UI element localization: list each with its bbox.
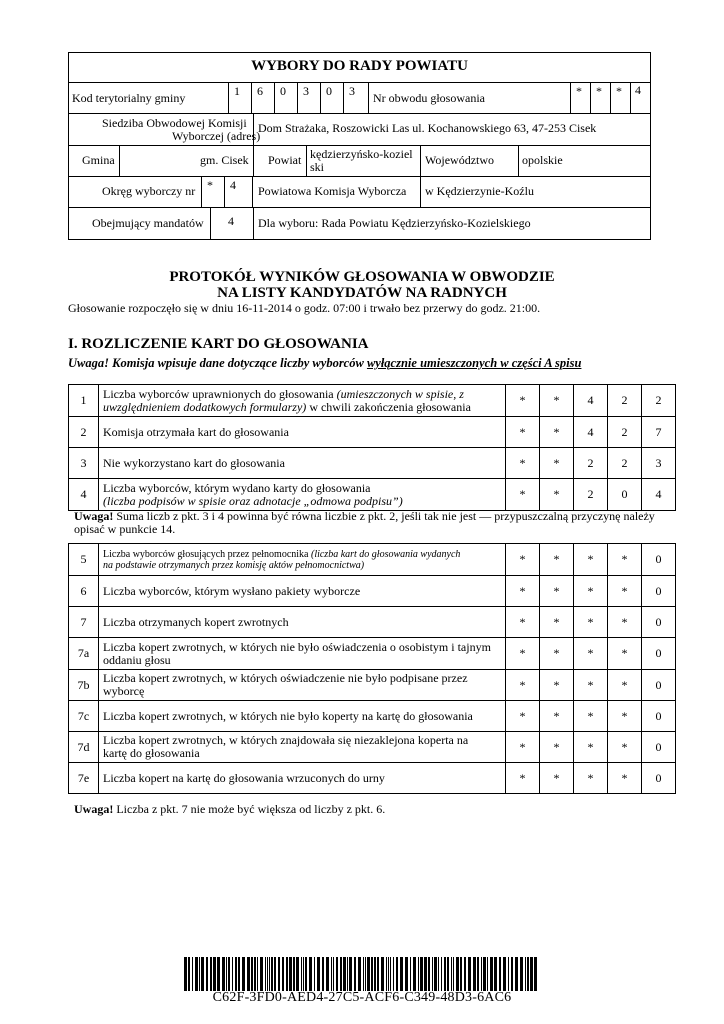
note-text: Liczba z pkt. 7 nie może być większa od liczby z pkt. 6. <box>113 802 386 816</box>
barcode-bar <box>371 957 373 991</box>
digit-cell: * <box>506 607 540 638</box>
kod-digit: 0 <box>280 84 286 98</box>
digit-cell: 0 <box>608 479 642 511</box>
header-vline <box>518 145 519 176</box>
digit-cell: 4 <box>642 479 676 511</box>
row-text: Liczba kopert zwrotnych, w których oświadczenie nie było podpisane przez <box>103 671 468 685</box>
barcode-bar <box>267 957 268 991</box>
digit-cell: * <box>540 763 574 794</box>
header-vline <box>420 176 421 207</box>
row-label <box>99 385 506 417</box>
barcode-bar <box>333 957 334 991</box>
row-text: oddaniu głosu <box>103 652 171 667</box>
table-row <box>69 479 676 511</box>
barcode-bar <box>508 957 509 991</box>
barcode-bar <box>195 957 198 991</box>
okreg-digit-box <box>201 176 225 208</box>
kod-digit: 0 <box>326 84 332 98</box>
digit-cell: * <box>506 417 540 448</box>
table-row <box>69 385 676 417</box>
digit-cell: 2 <box>574 479 608 511</box>
table-row <box>69 670 676 701</box>
row-text: Liczba wyborców, którym wydano karty do głosowania <box>103 480 371 495</box>
row-text: Liczba kopert zwrotnych, w których nie było oświadczenia o osobistym i tajnym <box>103 639 491 654</box>
digit-cell: 2 <box>608 385 642 417</box>
barcode-bar <box>481 957 482 991</box>
header-title: WYBORY DO RADY POWIATU <box>251 58 468 74</box>
barcode-bar <box>257 957 258 991</box>
barcode-bar <box>331 957 332 991</box>
barcode-bar <box>405 957 408 991</box>
row-text: kartę do głosowania <box>103 746 200 760</box>
barcode-bar <box>254 957 256 991</box>
header-vline <box>420 145 421 176</box>
digit-cell: 0 <box>642 607 676 638</box>
nr-obwodu-digit: * <box>576 84 582 98</box>
digit-cell: 2 <box>574 448 608 479</box>
nr-obwodu-digit: * <box>596 84 602 98</box>
section-warning <box>68 356 581 371</box>
table-row <box>69 732 676 763</box>
digit-cell: * <box>540 670 574 701</box>
barcode-bar <box>317 957 320 991</box>
barcode-bar <box>354 957 356 991</box>
row-label: Liczba kopert na kartę do głosowania wrzuconych do urny <box>99 763 506 794</box>
digit-cell: * <box>506 732 540 763</box>
powiat-value: ski <box>310 160 325 174</box>
digit-cell: 0 <box>642 701 676 732</box>
barcode-bar <box>343 957 346 991</box>
wojewodztwo-label: Województwo <box>425 153 495 167</box>
barcode-bar <box>377 957 379 991</box>
barcode-bar <box>390 957 391 991</box>
barcode-bar <box>438 957 439 991</box>
table-row <box>69 763 676 794</box>
siedziba-label: Siedziba Obwodowej Komisji <box>102 116 247 130</box>
barcode-bar <box>260 957 263 991</box>
wojewodztwo-value: opolskie <box>522 153 563 167</box>
barcode-bar <box>296 957 299 991</box>
digit-cell: * <box>506 670 540 701</box>
digit-cell: * <box>540 576 574 607</box>
barcode-bar <box>413 957 416 991</box>
barcode-bar <box>473 957 476 991</box>
kod-digit: 1 <box>234 84 240 98</box>
digit-cell: * <box>608 701 642 732</box>
note-text: Suma liczb z pkt. 3 i 4 powinna być równa liczbie z pkt. 2, jeśli tak nie jest — przypuszczalną przyczynę należy <box>113 509 655 523</box>
digit-cell: * <box>608 638 642 670</box>
barcode-bar <box>269 957 270 991</box>
okreg-digit-box <box>224 176 253 208</box>
barcode-bar <box>289 957 292 991</box>
digit-cell: 4 <box>574 417 608 448</box>
section-warning-underlined: wyłącznie umieszczonych w części A spisu <box>366 356 582 370</box>
barcode-bar <box>336 957 338 991</box>
note-bold: Uwaga! <box>74 509 114 523</box>
row-number: 7e <box>69 763 99 794</box>
digit-cell: * <box>574 638 608 670</box>
digit-cell: * <box>506 763 540 794</box>
barcode-bar <box>192 957 193 991</box>
kod-digit: 6 <box>257 84 263 98</box>
note-sum-line-2: opisać w punkcie 14. <box>74 522 176 536</box>
barcode-bar <box>365 957 366 991</box>
barcode-bar <box>314 957 315 991</box>
header-divider <box>68 207 651 208</box>
barcode-bar <box>210 957 212 991</box>
nr-obwodu-digit: * <box>616 84 622 98</box>
kod-digits <box>228 82 369 113</box>
barcode-bar <box>460 957 462 991</box>
header-divider <box>68 176 651 177</box>
barcode-bar <box>477 957 479 991</box>
barcode-bar <box>534 957 537 991</box>
digit-cell: * <box>608 670 642 701</box>
digit-cell: 0 <box>642 638 676 670</box>
barcode-bar <box>347 957 348 991</box>
digit-cell: * <box>540 544 574 576</box>
mandaty-value: 4 <box>228 214 234 228</box>
barcode-bar <box>511 957 513 991</box>
digit-cell: * <box>574 670 608 701</box>
barcode-bar <box>447 957 449 991</box>
barcode-bar <box>530 957 533 991</box>
barcode-bar <box>247 957 250 991</box>
table-b <box>68 543 676 794</box>
komisja-value: w Kędzierzynie-Koźlu <box>425 184 534 198</box>
kod-label: Kod terytorialny gminy <box>72 91 186 105</box>
barcode-bar <box>301 957 302 991</box>
protocol-title-2: NA LISTY KANDYDATÓW NA RADNYCH <box>217 285 507 301</box>
row-text-italic: (umieszczonych w spisie, z <box>336 386 464 401</box>
barcode-bar <box>381 957 384 991</box>
barcode-bar <box>201 957 204 991</box>
header-vline <box>119 145 120 176</box>
digit-cell: 4 <box>574 385 608 417</box>
barcode-bar <box>424 957 427 991</box>
barcode-bar <box>434 957 437 991</box>
row-number: 1 <box>69 385 99 417</box>
kod-digit: 3 <box>303 84 309 98</box>
digit-cell: 0 <box>642 670 676 701</box>
digit-cell: * <box>608 576 642 607</box>
powiat-label: Powiat <box>268 153 302 167</box>
row-text: wyborcę <box>103 684 145 698</box>
row-label <box>99 670 506 701</box>
row-number: 4 <box>69 479 99 511</box>
barcode-bar <box>520 957 523 991</box>
row-number: 7a <box>69 638 99 670</box>
table-row <box>69 607 676 638</box>
row-label: Liczba kopert zwrotnych, w których nie było koperty na kartę do głosowania <box>99 701 506 732</box>
table-row <box>69 638 676 670</box>
barcode-bar <box>340 957 342 991</box>
barcode-bar <box>441 957 442 991</box>
barcode-bar <box>222 957 225 991</box>
barcode-bar <box>487 957 488 991</box>
siedziba-value: Dom Strażaka, Roszowicki Las ul. Kochanowskiego 63, 47-253 Cisek <box>258 121 597 135</box>
row-number: 7b <box>69 670 99 701</box>
row-label: Komisja otrzymała kart do głosowania <box>99 417 506 448</box>
digit-cell: * <box>540 638 574 670</box>
row-number: 6 <box>69 576 99 607</box>
digit-cell: * <box>574 607 608 638</box>
barcode-bar <box>303 957 304 991</box>
header-vline <box>253 113 254 145</box>
barcode-bar <box>386 957 387 991</box>
barcode-bar <box>525 957 526 991</box>
powiat-value: kędzierzyńsko-koziel <box>310 147 413 161</box>
digit-cell: * <box>608 763 642 794</box>
nr-obwodu-label: Nr obwodu głosowania <box>373 91 485 105</box>
section-title: I. ROZLICZENIE KART DO GŁOSOWANIA <box>68 336 369 352</box>
mandaty-label: Obejmujący mandatów <box>92 216 204 230</box>
digit-cell: * <box>506 576 540 607</box>
row-label <box>99 732 506 763</box>
barcode-bar <box>428 957 430 991</box>
row-text: w chwili zakończenia głosowania <box>306 399 471 414</box>
barcode-bar <box>213 957 216 991</box>
barcode-bar <box>388 957 389 991</box>
digit-cell: 2 <box>608 417 642 448</box>
barcode-bar <box>374 957 376 991</box>
barcode-bar <box>503 957 506 991</box>
header-vline <box>306 145 307 176</box>
barcode-bar <box>188 957 190 991</box>
barcode-bar <box>293 957 295 991</box>
barcode-bar <box>453 957 454 991</box>
barcode-bar <box>226 957 227 991</box>
row-number: 7c <box>69 701 99 732</box>
digit-cell: * <box>506 385 540 417</box>
barcode-bar <box>238 957 240 991</box>
barcode-bar <box>456 957 459 991</box>
digit-cell: * <box>608 544 642 576</box>
digit-cell: * <box>540 479 574 511</box>
note-bold: Uwaga! <box>74 802 114 816</box>
barcode-bar <box>483 957 486 991</box>
barcode-bar <box>282 957 284 991</box>
row-label: Nie wykorzystano kart do głosowania <box>99 448 506 479</box>
digit-cell: * <box>506 448 540 479</box>
header-vline <box>210 207 211 240</box>
digit-cell: * <box>506 701 540 732</box>
nr-obwodu-digit: 4 <box>635 83 641 97</box>
barcode-bar <box>432 957 433 991</box>
section-warning-text: Uwaga! Komisja wpisuje dane dotyczące liczby wyborców <box>68 356 367 370</box>
row-number: 3 <box>69 448 99 479</box>
digit-cell: * <box>506 638 540 670</box>
digit-cell: 7 <box>642 417 676 448</box>
barcode-bar <box>235 957 237 991</box>
digit-cell: * <box>540 732 574 763</box>
row-label: Liczba otrzymanych kopert zwrotnych <box>99 607 506 638</box>
barcode-bar <box>499 957 501 991</box>
okreg-digit: * <box>207 178 213 192</box>
digit-cell: * <box>540 607 574 638</box>
table-row <box>69 701 676 732</box>
siedziba-label: Wyborczej (adres) <box>172 129 261 143</box>
barcode-bar <box>396 957 398 991</box>
digit-cell: * <box>574 763 608 794</box>
row-number: 7d <box>69 732 99 763</box>
komisja-label: Powiatowa Komisja Wyborcza <box>258 184 407 198</box>
digit-cell: 0 <box>642 763 676 794</box>
note-pkt7 <box>74 803 385 816</box>
barcode-bar <box>184 957 187 991</box>
barcode-bar <box>418 957 419 991</box>
barcode-bar <box>286 957 288 991</box>
barcode-bar <box>274 957 276 991</box>
barcode-bar <box>468 957 471 991</box>
row-text: Liczba wyborców uprawnionych do głosowania <box>103 386 337 401</box>
barcode-bar <box>358 957 361 991</box>
barcode-bar <box>265 957 266 991</box>
digit-cell: * <box>540 385 574 417</box>
barcode-bar <box>217 957 220 991</box>
kod-digit: 3 <box>349 84 355 98</box>
row-text: Liczba kopert zwrotnych, w których znajdowała się niezaklejona koperta na <box>103 733 469 747</box>
barcode-bar <box>367 957 370 991</box>
barcode-bar <box>494 957 497 991</box>
row-text-italic: na podstawie otrzymanych przez komisję aktów pełnomocnictwa) <box>103 559 365 571</box>
digit-cell: 0 <box>642 576 676 607</box>
digit-cell: 3 <box>642 448 676 479</box>
barcode-bar <box>527 957 529 991</box>
barcode-bar <box>349 957 352 991</box>
digit-cell: * <box>506 479 540 511</box>
digit-cell: * <box>540 448 574 479</box>
voting-time: Głosowanie rozpoczęło się w dniu 16-11-2014 o godz. 07:00 i trwało bez przerwy do godz. 21:00. <box>68 301 541 315</box>
digit-cell: 0 <box>642 544 676 576</box>
gmina-value: gm. Cisek <box>200 153 249 167</box>
digit-cell: 2 <box>608 448 642 479</box>
digit-cell: * <box>608 607 642 638</box>
barcode-bar <box>400 957 403 991</box>
barcode-bar <box>464 957 466 991</box>
row-label <box>99 638 506 670</box>
row-number: 7 <box>69 607 99 638</box>
barcode-bar <box>251 957 253 991</box>
barcode-bar <box>393 957 394 991</box>
digit-cell: * <box>540 417 574 448</box>
table-row <box>69 576 676 607</box>
barcode-bar <box>451 957 452 991</box>
barcode-bar <box>490 957 493 991</box>
barcode-bar <box>410 957 411 991</box>
barcode-bar <box>444 957 446 991</box>
barcode-bar <box>363 957 364 991</box>
row-text-italic: (liczba podpisów w spisie oraz adnotacje „odmowa podpisu”) <box>103 493 403 508</box>
table-row <box>69 417 676 448</box>
digit-cell: * <box>574 576 608 607</box>
barcode-bar <box>322 957 324 991</box>
row-number: 2 <box>69 417 99 448</box>
okreg-digit: 4 <box>230 178 236 192</box>
dla-wyboru: Dla wyboru: Rada Powiatu Kędzierzyńsko-Kozielskiego <box>258 216 531 230</box>
row-text-italic: uwzględnieniem dodatkowych formularzy) <box>103 399 307 414</box>
table-row <box>69 448 676 479</box>
barcode-bar <box>232 957 233 991</box>
barcode-image <box>184 957 540 991</box>
header-vline <box>253 207 254 240</box>
digit-cell: * <box>574 701 608 732</box>
barcode-bar <box>326 957 329 991</box>
row-number: 5 <box>69 544 99 576</box>
barcode-bar <box>420 957 423 991</box>
barcode-code: C62F-3FD0-AED4-27C5-ACF6-C349-48D3-6AC6 <box>212 990 512 1005</box>
barcode-bar <box>309 957 312 991</box>
barcode-bar <box>228 957 230 991</box>
digit-cell: * <box>506 544 540 576</box>
table-a <box>68 384 676 511</box>
digit-cell: * <box>574 544 608 576</box>
digit-cell: 2 <box>642 385 676 417</box>
barcode-bar <box>271 957 273 991</box>
okreg-label: Okręg wyborczy nr <box>102 184 196 198</box>
barcode-bar <box>242 957 245 991</box>
table-row <box>69 544 676 576</box>
row-text: Liczba wyborców głosujących przez pełnomocnika <box>103 548 311 560</box>
header-form <box>68 52 651 240</box>
row-label <box>99 544 506 576</box>
digit-cell: * <box>540 701 574 732</box>
row-label: Liczba wyborców, którym wysłano pakiety wyborcze <box>99 576 506 607</box>
digit-cell: * <box>574 732 608 763</box>
header-vline <box>253 145 254 176</box>
row-label <box>99 479 506 511</box>
header-divider <box>68 145 651 146</box>
row-text-italic: (liczba kart do głosowania wydanych <box>310 548 461 560</box>
digit-cell: * <box>608 732 642 763</box>
protocol-title-1: PROTOKÓŁ WYNIKÓW GŁOSOWANIA W OBWODZIE <box>169 269 555 285</box>
barcode-bar <box>305 957 307 991</box>
barcode-bar <box>515 957 518 991</box>
barcode-bar <box>199 957 200 991</box>
barcode-bar <box>278 957 280 991</box>
barcode-bar <box>206 957 208 991</box>
nr-obwodu-digits <box>570 82 651 113</box>
gmina-label: Gmina <box>82 153 115 167</box>
digit-cell: 0 <box>642 732 676 763</box>
